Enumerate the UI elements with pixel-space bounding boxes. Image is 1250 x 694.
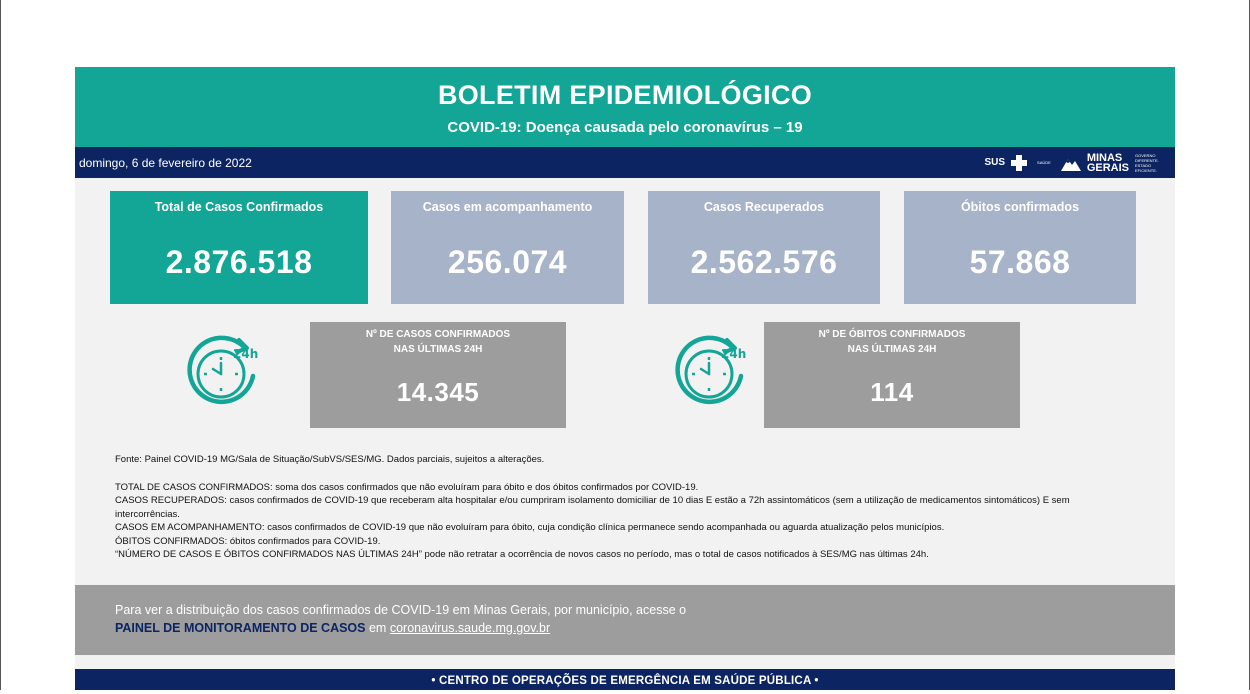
bulletin-header — [75, 67, 1175, 147]
card-total-cases — [110, 191, 368, 304]
clock-24h-icon — [183, 330, 263, 410]
card-total-cases-value: 2.876.518 — [165, 244, 313, 280]
bulletin-date: domingo, 6 de fevereiro de 2022 — [79, 156, 252, 170]
card-active-cases — [391, 191, 624, 304]
card-recovered — [648, 191, 880, 304]
notes-section — [115, 453, 1135, 562]
definition-total-cases: TOTAL DE CASOS CONFIRMADOS: soma dos casos confirmados que não evoluíram para óbito e dos óbitos confirmados por COVID-19. — [115, 481, 699, 493]
card-active-cases-label: Casos em acompanhamento — [422, 200, 593, 214]
definition-active-cases: CASOS EM ACOMPANHAMENTO: casos confirmados de COVID-19 que não evoluíram para óbito, cuja condição clínica permanece sendo acompanhada ou aguarda atualização pelos municípios. — [115, 522, 945, 533]
monitoring-info-text: Para ver a distribuição dos casos confirmados de COVID-19 em Minas Gerais, por município, acesse o — [115, 603, 687, 617]
card-recovered-label: Casos Recuperados — [703, 200, 825, 214]
definition-deaths: ÓBITOS CONFIRMADOS: óbitos confirmados para COVID-19. — [115, 535, 381, 547]
definition-last-24h: “NÚMERO DE CASOS E ÓBITOS CONFIRMADOS NAS ÚLTIMAS 24H” pode não retratar a ocorrência de novos casos no período, mas o total de casos notificados à SES/MG nas últimas 24h. — [115, 549, 929, 560]
card-deaths-24h-label-line2: NAS ÚLTIMAS 24H — [847, 344, 937, 355]
card-cases-24h-label-line2: NAS ÚLTIMAS 24H — [393, 344, 483, 355]
definition-recovered: CASOS RECUPERADOS: casos confirmados de COVID-19 que receberam alta hospitalar e/ou cumpriram isolamento domiciliar de 10 dias E estão a 72h assintomáticos (sem a utilização de medicamentos sintomáticos) E sem intercorrências. — [115, 495, 1070, 520]
bulletin-sheet — [75, 67, 1175, 690]
card-deaths-label: Óbitos confirmados — [960, 200, 1080, 214]
card-deaths-24h-value: 114 — [870, 377, 914, 407]
government-logos — [984, 150, 1161, 175]
card-cases-24h-label-line1: Nº DE CASOS CONFIRMADOS — [365, 329, 511, 340]
coronavirus-site-link[interactable]: coronavirus.saude.mg.gov.br — [389, 621, 551, 635]
clock-24h-label: 24h — [721, 347, 747, 361]
bulletin-subtitle: COVID-19: Doença causada pelo coronavírus – 19 — [447, 119, 803, 136]
card-deaths-24h-label — [764, 327, 1020, 357]
card-cases-24h-label — [310, 327, 566, 357]
monitoring-info-bar — [75, 585, 1175, 655]
minas-text: MINAS — [1086, 151, 1123, 164]
sus-cross-icon — [1011, 155, 1027, 171]
gerais-text: GERAIS — [1086, 161, 1129, 174]
card-cases-24h — [310, 322, 566, 428]
saude-logo-text: SAÚDE — [1037, 160, 1051, 165]
minas-mountain-icon — [1061, 155, 1081, 171]
card-deaths-24h — [764, 322, 1020, 428]
monitoring-info-line2 — [115, 619, 550, 637]
monitoring-in-text: em — [368, 621, 387, 635]
monitoring-panel-link[interactable]: PAINEL DE MONITORAMENTO DE CASOS — [115, 621, 366, 635]
card-active-cases-value: 256.074 — [447, 244, 568, 280]
sus-logo-text: SUS — [984, 157, 1006, 168]
card-cases-24h-value: 14.345 — [396, 377, 480, 407]
gov-slogan: GOVERNO DIFERENTE. ESTADO EFICIENTE. — [1135, 152, 1159, 173]
card-deaths-value: 57.868 — [969, 244, 1071, 280]
clock-24h-icon — [671, 330, 751, 410]
bulletin-title: BOLETIM EPIDEMIOLÓGICO — [437, 80, 813, 110]
clock-24h-label: 24h — [233, 347, 259, 361]
footer-bar: • CENTRO DE OPERAÇÕES DE EMERGÊNCIA EM SAÚDE PÚBLICA • — [75, 669, 1175, 690]
card-deaths-24h-label-line1: Nº DE ÓBITOS CONFIRMADOS — [818, 329, 966, 340]
card-deaths — [904, 191, 1136, 304]
card-recovered-value: 2.562.576 — [690, 244, 838, 280]
card-total-cases-label: Total de Casos Confirmados — [154, 200, 324, 214]
date-bar — [75, 147, 1175, 178]
minas-gerais-logo — [1087, 153, 1129, 173]
data-source-note: Fonte: Painel COVID-19 MG/Sala de Situação/SubVS/SES/MG. Dados parciais, sujeitos a alterações. — [115, 454, 545, 465]
